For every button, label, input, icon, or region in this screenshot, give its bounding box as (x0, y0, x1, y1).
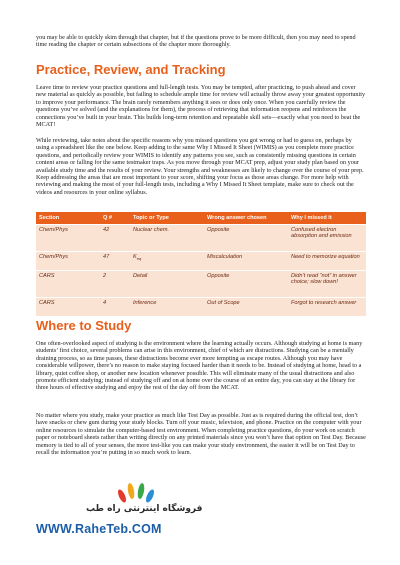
cell-why-missed: Didn’t read “not” in answer choice; slow down! (288, 271, 366, 298)
cell-why-missed: Need to memorize equation (288, 252, 366, 271)
cell-wrong-answer: Out of Scope (204, 298, 288, 317)
study-paragraph-1: One often-overlooked aspect of studying is the environment where the learning actually occurs. Although studying at home is many students’ first choice, several problems can arise in this environment, chief of which are distractions. Studying can be a mentally draining process, so as time passes, these distractions become ever more tempting as escape routes. Although you may have considerable willpower, there’s no reason to make staying focused harder than it needs to be. Instead of studying at home, head to a library, quiet coffee shop, or another new location whenever possible. This will eliminate many of the usual distractions and also promote efficient studying; instead of studying off and on at home over the course of an entire day, you can stay at the library for three hours of effective studying and enjoy the rest of the day off from the MCAT. (36, 340, 363, 392)
cell-topic: Detail (130, 271, 204, 298)
cell-section: Chem/Phys (36, 225, 100, 252)
watermark-persian-text: فروشگاه اینترنتی راه طب (86, 504, 203, 514)
table-row (36, 252, 366, 271)
cell-wrong-answer: Opposite (204, 225, 288, 252)
header-why-missed: Why I missed it (291, 215, 332, 221)
cell-topic: Nuclear chem. (130, 225, 204, 252)
cell-topic (130, 252, 204, 271)
cell-section: Chem/Phys (36, 252, 100, 271)
hands-logo-icon (116, 478, 156, 504)
raheteb-watermark (36, 476, 203, 546)
cell-why-missed: Confused electron absorption and emission (288, 225, 366, 252)
cell-q-number: 42 (100, 225, 130, 252)
header-section: Section (39, 215, 60, 221)
cell-topic: Inference (130, 298, 204, 317)
table-row (36, 298, 366, 317)
cell-wrong-answer: Opposite (204, 271, 288, 298)
topic-symbol: K (133, 254, 137, 260)
header-wrong-answer: Wrong answer chosen (207, 215, 267, 221)
intro-paragraph: you may be able to quickly skim through that chapter, but if the questions prove to be more difficult, then you may need to spend time reading the chapter or certain subsections of the chapter more thoroughly. (36, 34, 356, 49)
cell-section: CARS (36, 298, 100, 317)
practice-paragraph-2: While reviewing, take notes about the specific reasons why you missed questions you got wrong or had to guess on, perhaps by using a spreadsheet like the one below. Keep adding to the same Why I Missed It Sheet (WIMIS) as you complete more practice questions, and periodically review your WIMIS to identify any patterns you see, such as consistently missing questions in certain content areas or falling for the same testmaker traps. As you move through your MCAT prep, adjust your study plan based on your available study time and the results of your review. Your strengths and weaknesses are likely to change over the course of your prep. Keep addressing the areas that are most important to your score, shifting your focus as those areas change. For more help with reviewing and making the most of your full-length tests, including a Why I Missed It Sheet template, make sure to check out the videos and resources in your online syllabus. (36, 137, 364, 196)
cell-section: CARS (36, 271, 100, 298)
wimis-table (36, 212, 366, 316)
cell-q-number: 47 (100, 252, 130, 271)
table-row (36, 225, 366, 252)
section-heading-where-to-study: Where to Study (36, 318, 132, 333)
cell-why-missed: Forgot to research answer (288, 298, 366, 317)
topic-subscript: eq (136, 256, 142, 262)
table-header-row (36, 212, 366, 225)
cell-wrong-answer: Miscalculation (204, 252, 288, 271)
header-q-number: Q # (103, 215, 113, 221)
table-row (36, 271, 366, 298)
cell-q-number: 4 (100, 298, 130, 317)
watermark-url: WWW.RaheTeb.COM (36, 522, 162, 536)
header-topic: Topic or Type (133, 215, 169, 221)
cell-q-number: 2 (100, 271, 130, 298)
section-heading-practice: Practice, Review, and Tracking (36, 62, 226, 77)
practice-paragraph-1: Leave time to review your practice questions and full-length tests. You may be tempted, after practicing, to push ahead and cover new material as quickly as possible, but failing to schedule ample time for review will actually throw away your greatest opportunity to improve your performance. The brain rarely remembers anything it sees or does only once. When you carefully review the questions you’ve solved (and the explanations for them), the process of retrieving that information reopens and reinforces the connections you’ve built in your brain. This builds long-term retention and repeatable skill sets—exactly what you need to beat the MCAT! (36, 84, 366, 129)
study-paragraph-2: No matter where you study, make your practice as much like Test Day as possible. Just as is required during the official test, don’t have snacks or chew gum during your study blocks. Turn off your music, television, and phone. Practice on the computer with your online resources to simulate the computer-based test environment. When completing practice questions, do your work on scratch paper or noteboard sheets rather than writing directly on any printed materials since you won’t have that option on Test Day. Because memory is tied to all of your senses, the more test-like you can make your study environment, the easier it will be on Test Day to recall the information you’re putting in so much work to learn. (36, 412, 366, 457)
